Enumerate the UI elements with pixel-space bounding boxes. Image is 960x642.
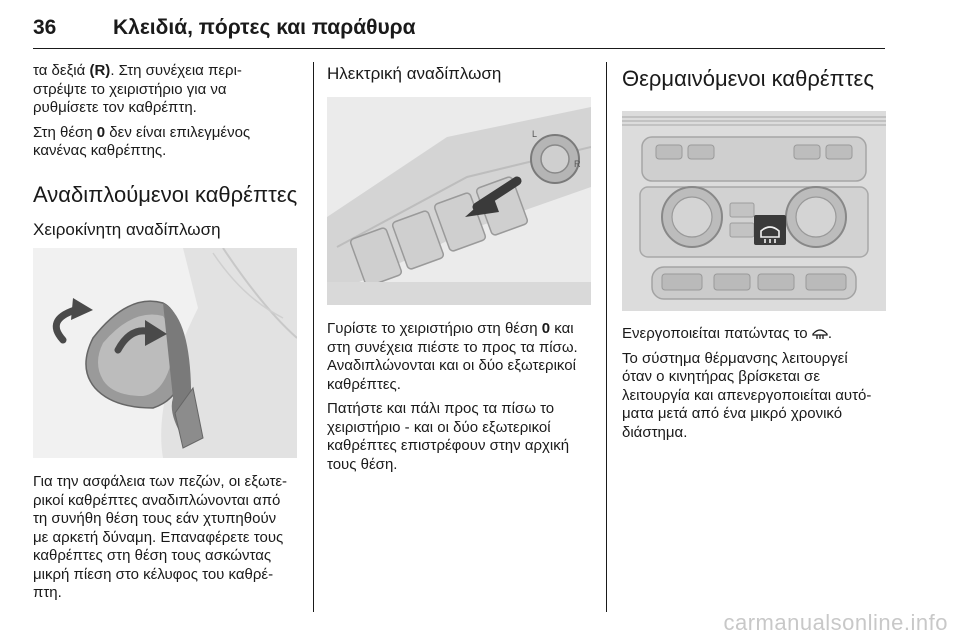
page-header [33, 8, 885, 49]
section-title-heated-mirrors: Θερμαινόμενοι καθρέπτες [622, 66, 874, 91]
running-title: Κλειδιά, πόρτες και παράθυρα [113, 16, 416, 39]
figure-electric-folding [327, 97, 591, 305]
position-paragraph: Στη θέση 0 δεν είναι επιλεγμένος κανένας καθρέπτης. [33, 123, 251, 159]
figure-heated-mirrors [622, 111, 886, 311]
heated-mirror-icon [812, 327, 828, 339]
door-switch-illustration [327, 97, 591, 305]
column-divider [606, 62, 607, 612]
electric-folding-text: Γυρίστε το χειριστήριο στη θέση 0 και στη συνέχεια πιέστε το προς τα πίσω. Αναδιπλώνονται και οι δύο εξωτερικοί καθρέπτες. Πατήστε και πάλι προς τα πίσω το χειριστήριο - και οι δύο εξωτερικοί καθρέπτες επιστρέφουν στην αρχική τους θέση. [327, 320, 578, 473]
mirror-illustration [33, 248, 297, 458]
svg-text:L: L [532, 129, 538, 139]
column-left [33, 62, 299, 167]
section-title-folding-mirrors: Αναδιπλούμενοι καθρέπτες [33, 182, 298, 207]
page-number: 36 [33, 16, 57, 39]
heated-mirrors-text: Ενεργοποιείται πατώντας το . Το σύστημα θέρμανσης λειτουργεί όταν ο κινητήρας βρίσκεται σε λειτουργία και απενεργοποιείται αυτό- ματα μετά από ένα μικρό χρονικό διάστημα. [622, 325, 872, 441]
figure-manual-folding [33, 248, 297, 458]
column-divider [313, 62, 314, 612]
subsection-title-manual-folding: Χειροκίνητη αναδίπλωση [33, 220, 221, 239]
subsection-title-electric-folding: Ηλεκτρική αναδίπλωση [327, 64, 502, 83]
climate-panel-illustration [622, 111, 886, 311]
intro-paragraph: τα δεξιά (R). Στη συνέχεια περι- στρέψτε το χειριστήριο για να ρυθμίσετε τον καθρέπτη. [33, 62, 242, 116]
watermark: carmanualsonline.info [723, 610, 948, 635]
manual-folding-paragraph: Για την ασφάλεια των πεζών, οι εξωτε- ρικοί καθρέπτες αναδιπλώνονται από τη συνήθη θέση τους εάν χτυπηθούν με αρκετή δύναμη. Επαναφέρετε τους καθρέπτες στη θέση τους ασκώντας μικρή πίεση στο κέλυφος του καθρέ- πτη. [33, 473, 288, 601]
svg-text:R: R [574, 159, 581, 169]
